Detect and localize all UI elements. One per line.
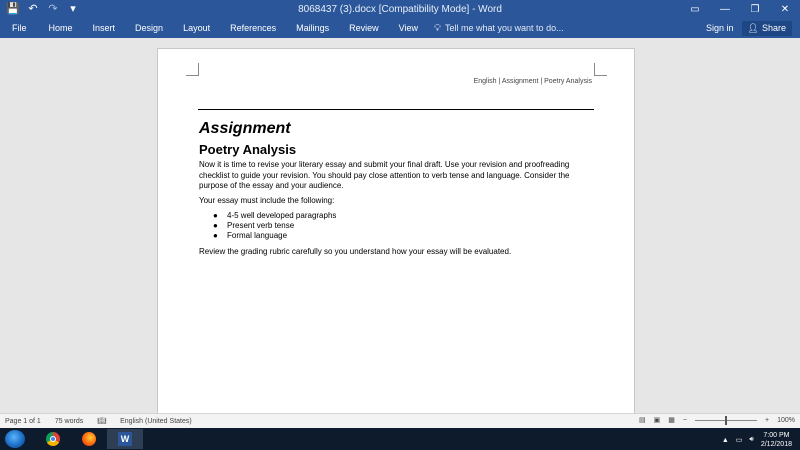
tab-review[interactable]: Review — [349, 23, 379, 33]
header-rule — [198, 109, 594, 110]
list-item: ● 4-5 well developed paragraphs — [213, 211, 337, 220]
web-layout-icon[interactable]: ▦ — [668, 417, 675, 424]
show-hidden-icons-icon[interactable]: ▲ — [721, 436, 729, 444]
minimize-button[interactable]: — — [720, 4, 730, 15]
share-label: Share — [761, 23, 786, 33]
clock-date: 2/12/2018 — [760, 441, 792, 448]
paragraph-instructions: Now it is time to revise your literary essay and submit your final draft. Use your revision and proofreading checklist to guide your revision. You should pay close attention to verb tense and language. Consider the purpose of the essay and your audience. — [199, 160, 570, 190]
restore-button[interactable]: ❐ — [750, 4, 760, 15]
zoom-slider-thumb[interactable] — [725, 416, 727, 425]
ribbon-display-options-button[interactable]: ▭ — [690, 4, 700, 15]
page-count[interactable]: Page 1 of 1 — [5, 417, 41, 425]
tab-layout[interactable]: Layout — [183, 23, 211, 33]
zoom-out-button[interactable]: − — [682, 416, 687, 424]
tell-me-placeholder: Tell me what you want to do... — [445, 23, 564, 33]
start-button[interactable] — [5, 430, 25, 448]
word-count[interactable]: 75 words — [54, 417, 84, 425]
requirements-list — [208, 211, 336, 241]
zoom-level[interactable]: 100% — [777, 416, 795, 424]
sign-in-link[interactable]: Sign in — [706, 23, 734, 33]
customize-qat-icon[interactable]: ▾ — [70, 3, 76, 15]
list-item: ● Formal language — [213, 231, 288, 240]
clock[interactable] — [761, 431, 792, 449]
list-item: ● Present verb tense — [213, 221, 295, 230]
proofing-icon[interactable]: 📖︎ — [97, 418, 107, 425]
network-icon[interactable]: ▭ — [735, 437, 743, 444]
person-icon: 👤︎ — [747, 23, 759, 33]
status-bar — [0, 413, 800, 429]
taskbar — [0, 428, 800, 450]
paragraph-rubric: Review the grading rubric carefully so you understand how your essay will be evaluated. — [199, 247, 512, 256]
clock-time: 7:00 PM — [763, 432, 790, 439]
chrome-icon — [46, 432, 60, 446]
crop-mark-top-right — [594, 63, 607, 76]
taskbar-chrome[interactable] — [35, 429, 71, 449]
lightbulb-icon: 💡︎ — [434, 23, 442, 34]
read-mode-icon[interactable]: ▤ — [639, 417, 646, 424]
page-header: English | Assignment | Poetry Analysis — [473, 78, 592, 85]
word-icon: W — [118, 432, 132, 446]
taskbar-word[interactable] — [107, 429, 143, 449]
tab-file[interactable]: File — [12, 23, 27, 33]
redo-icon[interactable]: ↷ — [48, 3, 58, 15]
account-area — [706, 21, 792, 36]
tab-insert[interactable]: Insert — [92, 23, 116, 33]
firefox-icon — [82, 432, 96, 446]
save-icon[interactable]: 💾 — [6, 3, 20, 15]
window-title: 8068437 (3).docx [Compatibility Mode] - Word — [298, 4, 502, 15]
volume-icon[interactable]: 🔊︎ — [749, 436, 754, 443]
system-tray — [722, 431, 792, 449]
tell-me-box[interactable] — [428, 19, 564, 38]
zoom-in-button[interactable]: + — [765, 416, 770, 424]
document-subtitle: Poetry Analysis — [199, 142, 297, 157]
share-button[interactable] — [742, 21, 792, 36]
crop-mark-top-left — [186, 63, 199, 76]
tab-references[interactable]: References — [230, 23, 277, 33]
ribbon — [0, 19, 800, 38]
ribbon-tabs — [0, 19, 564, 38]
title-bar — [0, 0, 800, 19]
document-title: Assignment — [199, 120, 291, 137]
tab-view[interactable]: View — [398, 23, 419, 33]
window-controls — [680, 0, 800, 19]
zoom-slider[interactable] — [695, 420, 757, 421]
tab-design[interactable]: Design — [135, 23, 164, 33]
language-indicator[interactable]: English (United States) — [120, 417, 192, 425]
document-area[interactable] — [0, 38, 800, 413]
undo-icon[interactable]: ↶ — [28, 3, 38, 15]
taskbar-firefox[interactable] — [71, 429, 107, 449]
paragraph-requirements-intro: Your essay must include the following: — [199, 196, 335, 205]
tab-home[interactable]: Home — [48, 23, 73, 33]
print-layout-icon[interactable]: ▣ — [653, 417, 661, 424]
document-page[interactable] — [157, 48, 635, 413]
tab-mailings[interactable]: Mailings — [296, 23, 330, 33]
close-button[interactable]: ✕ — [780, 4, 790, 15]
